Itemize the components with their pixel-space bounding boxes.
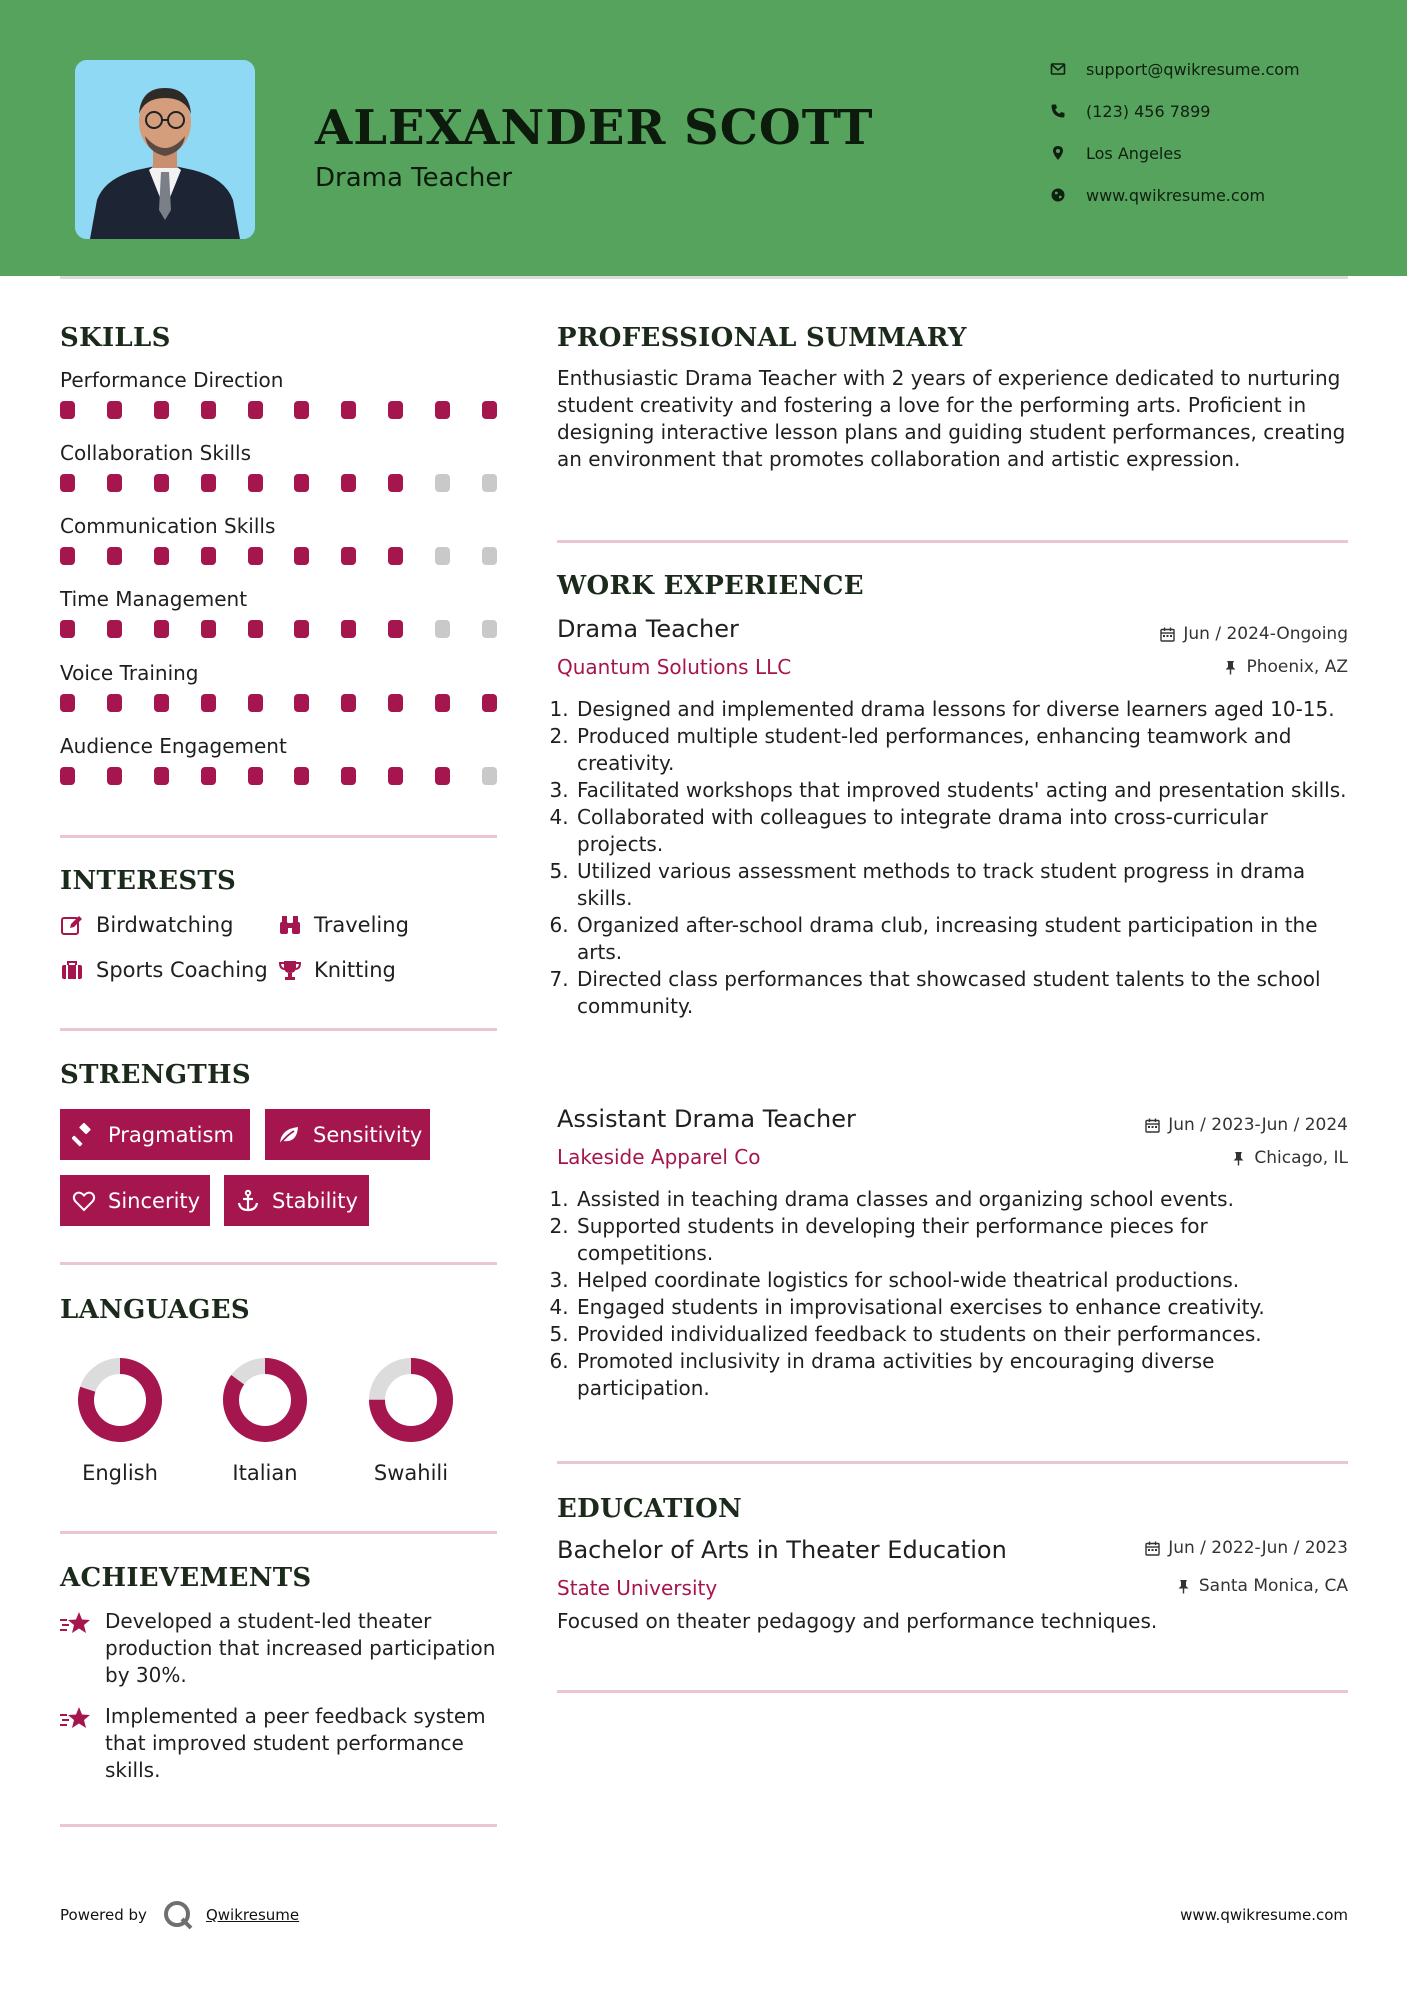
- summary-heading: PROFESSIONAL SUMMARY: [557, 323, 967, 353]
- skill-dot-filled: [341, 474, 356, 492]
- skill-dot-filled: [60, 694, 75, 712]
- pushpin-icon: [1231, 1151, 1246, 1166]
- skill-dot-filled: [154, 547, 169, 565]
- skill-dot-filled: [248, 474, 263, 492]
- skill-dot-filled: [60, 474, 75, 492]
- skill-dot-filled: [435, 694, 450, 712]
- skill-dot-filled: [341, 401, 356, 419]
- language-donut: [220, 1355, 310, 1445]
- responsibility-item: 6. Organized after-school drama club, increasing student participation in the arts.: [575, 912, 1348, 966]
- skill-rating: [60, 694, 497, 714]
- skill-dot-filled: [341, 620, 356, 638]
- responsibility-item: 2. Produced multiple student-led performances, enhancing teamwork and creativity.: [575, 723, 1348, 777]
- achievement-item: [60, 1608, 497, 1689]
- skill-item: [60, 734, 497, 758]
- job-date: [1048, 1115, 1348, 1135]
- job-location: [1048, 657, 1348, 677]
- anchor-icon: [236, 1189, 272, 1213]
- candidate-name: ALEXANDER SCOTT: [315, 100, 874, 156]
- responsibility-item: 7. Directed class performances that showcased student talents to the school community.: [575, 966, 1348, 1020]
- skill-item: [60, 368, 497, 392]
- skill-dot-filled: [154, 474, 169, 492]
- section-divider: [60, 835, 497, 838]
- skill-dot-filled: [294, 401, 309, 419]
- skill-rating: [60, 547, 497, 567]
- footer-branding: [60, 1897, 299, 1933]
- skill-rating: [60, 401, 497, 421]
- skill-name: Performance Direction: [60, 368, 284, 392]
- job-date-text: Jun / 2024-Ongoing: [1183, 624, 1348, 644]
- strength-label: Sensitivity: [313, 1122, 423, 1147]
- skill-dot-filled: [60, 547, 75, 565]
- achievement-text: Developed a student-led theater production that increased participation by 30%.: [105, 1609, 496, 1687]
- skill-dot-filled: [482, 401, 497, 419]
- profile-photo: [75, 60, 255, 239]
- interest-label: Sports Coaching: [96, 958, 268, 982]
- calendar-icon: [1160, 627, 1175, 642]
- language-donut: [75, 1355, 165, 1445]
- responsibility-item: 1. Designed and implemented drama lessons for diverse learners aged 10-15.: [575, 696, 1348, 723]
- binoculars-icon: [278, 913, 314, 937]
- skill-dot-filled: [154, 694, 169, 712]
- skill-dot-filled: [107, 474, 122, 492]
- skill-dot-filled: [154, 767, 169, 785]
- skill-dot-filled: [248, 547, 263, 565]
- candidate-title: Drama Teacher: [315, 163, 513, 193]
- suitcase-icon: [60, 958, 96, 982]
- edit-icon: [60, 913, 96, 937]
- qwikresume-logo-icon: [162, 1899, 194, 1931]
- skill-dot-filled: [388, 401, 403, 419]
- phone-icon: [1050, 103, 1086, 119]
- skill-dot-filled: [482, 694, 497, 712]
- education-date-text: Jun / 2022-Jun / 2023: [1168, 1538, 1348, 1558]
- interest-label: Birdwatching: [96, 913, 234, 937]
- section-divider: [557, 1461, 1348, 1464]
- skill-item: [60, 661, 497, 685]
- responsibility-item: 3. Helped coordinate logistics for school-wide theatrical productions.: [575, 1267, 1348, 1294]
- shooting-star-icon: [60, 1608, 105, 1689]
- education-heading: EDUCATION: [557, 1494, 743, 1524]
- interest-label: Knitting: [314, 958, 396, 982]
- skill-rating: [60, 474, 497, 494]
- strength-tag: [60, 1175, 210, 1226]
- skill-dot-filled: [248, 767, 263, 785]
- skill-dot-filled: [60, 620, 75, 638]
- header-divider: [60, 276, 1348, 279]
- skill-dot-filled: [201, 620, 216, 638]
- shooting-star-icon: [60, 1703, 105, 1784]
- skill-dot-filled: [341, 694, 356, 712]
- skill-item: [60, 514, 497, 538]
- section-divider: [557, 540, 1348, 543]
- education-location-text: Santa Monica, CA: [1198, 1576, 1348, 1596]
- skill-dot-filled: [60, 767, 75, 785]
- skill-dot-empty: [482, 767, 497, 785]
- skill-dot-filled: [435, 767, 450, 785]
- skill-dot-filled: [388, 620, 403, 638]
- skill-rating: [60, 767, 497, 787]
- languages-heading: LANGUAGES: [60, 1295, 250, 1325]
- skill-dot-filled: [201, 474, 216, 492]
- skill-name: Voice Training: [60, 661, 199, 685]
- section-divider: [60, 1824, 497, 1827]
- job-responsibilities: [557, 1186, 1348, 1402]
- skill-dot-empty: [435, 547, 450, 565]
- skill-dot-filled: [201, 694, 216, 712]
- job-location: [1048, 1148, 1348, 1168]
- contact-location-text: Los Angeles: [1086, 143, 1182, 163]
- job-title: Drama Teacher: [557, 615, 739, 643]
- language-name: English: [82, 1461, 158, 1485]
- achievement-item: [60, 1703, 497, 1784]
- skill-dot-filled: [154, 401, 169, 419]
- skill-dot-filled: [388, 767, 403, 785]
- contact-location: [1050, 140, 1370, 166]
- interest-label: Traveling: [314, 913, 409, 937]
- section-divider: [557, 1690, 1348, 1693]
- skill-dot-filled: [294, 620, 309, 638]
- skill-rating: [60, 620, 497, 640]
- skill-dot-filled: [107, 767, 122, 785]
- job-location-text: Chicago, IL: [1254, 1148, 1348, 1168]
- section-divider: [60, 1531, 497, 1534]
- skill-name: Collaboration Skills: [60, 441, 252, 465]
- skill-dot-filled: [154, 620, 169, 638]
- job-company: Quantum Solutions LLC: [557, 655, 792, 679]
- language-item: [60, 1355, 180, 1485]
- responsibility-item: 4. Collaborated with colleagues to integrate drama into cross-curricular projects.: [575, 804, 1348, 858]
- responsibility-item: 2. Supported students in developing their performance pieces for competitions.: [575, 1213, 1348, 1267]
- section-divider: [60, 1262, 497, 1265]
- responsibility-item: 5. Provided individualized feedback to students on their performances.: [575, 1321, 1348, 1348]
- footer-website-link[interactable]: www.qwikresume.com: [1180, 1906, 1348, 1924]
- strengths-heading: STRENGTHS: [60, 1060, 251, 1090]
- skill-dot-filled: [294, 767, 309, 785]
- skill-dot-empty: [482, 474, 497, 492]
- responsibility-item: 6. Promoted inclusivity in drama activities by encouraging diverse participation.: [575, 1348, 1348, 1402]
- skill-dot-filled: [388, 547, 403, 565]
- job-responsibilities: [557, 696, 1348, 1020]
- contact-phone[interactable]: [1050, 98, 1370, 124]
- language-name: Swahili: [373, 1461, 449, 1485]
- heart-icon: [72, 1189, 108, 1213]
- responsibility-item: 4. Engaged students in improvisational exercises to enhance creativity.: [575, 1294, 1348, 1321]
- job-date-text: Jun / 2023-Jun / 2024: [1168, 1115, 1348, 1135]
- contact-website-text: www.qwikresume.com: [1086, 185, 1266, 205]
- skill-item: [60, 441, 497, 465]
- skill-dot-empty: [435, 474, 450, 492]
- education-school: State University: [557, 1576, 718, 1600]
- job-date: [1048, 624, 1348, 644]
- skill-dot-filled: [248, 694, 263, 712]
- skill-dot-filled: [201, 767, 216, 785]
- strength-label: Pragmatism: [108, 1122, 234, 1147]
- skill-item: [60, 587, 497, 611]
- skill-dot-empty: [482, 547, 497, 565]
- job-location-text: Phoenix, AZ: [1246, 657, 1348, 677]
- contact-email[interactable]: [1050, 56, 1370, 82]
- powered-by-label: Powered by: [60, 1906, 147, 1924]
- skill-dot-filled: [294, 694, 309, 712]
- contact-website[interactable]: [1050, 182, 1370, 208]
- globe-icon: [1050, 187, 1086, 203]
- summary-text: Enthusiastic Drama Teacher with 2 years of experience dedicated to nurturing student creativity and fostering a love for the performing arts. Proficient in designing interactive lesson plans and guiding student performances, creating an environment that promotes collaboration and artistic expression.: [557, 366, 1346, 471]
- gavel-icon: [72, 1123, 108, 1147]
- skill-dot-filled: [294, 474, 309, 492]
- strength-tag: [60, 1109, 250, 1160]
- interests-heading: INTERESTS: [60, 866, 237, 896]
- pushpin-icon: [1223, 660, 1238, 675]
- responsibility-item: 5. Utilized various assessment methods to track student progress in drama skills.: [575, 858, 1348, 912]
- strength-label: Stability: [272, 1188, 358, 1213]
- education-description: Focused on theater pedagogy and performance techniques.: [557, 1609, 1158, 1633]
- calendar-icon: [1145, 1541, 1160, 1556]
- strength-tag: [224, 1175, 369, 1226]
- skills-heading: SKILLS: [60, 323, 171, 353]
- achievements-heading: ACHIEVEMENTS: [60, 1563, 312, 1593]
- skill-dot-filled: [107, 401, 122, 419]
- contact-phone-text: (123) 456 7899: [1086, 101, 1211, 121]
- interest-item: [278, 955, 396, 985]
- skill-name: Communication Skills: [60, 514, 276, 538]
- skill-dot-filled: [107, 694, 122, 712]
- interest-item: [278, 910, 409, 940]
- skill-dot-filled: [248, 401, 263, 419]
- skill-dot-filled: [107, 547, 122, 565]
- qwikresume-link[interactable]: Qwikresume: [205, 1906, 300, 1924]
- skill-dot-filled: [435, 401, 450, 419]
- skill-dot-filled: [201, 401, 216, 419]
- responsibility-item: 3. Facilitated workshops that improved students' acting and presentation skills.: [575, 777, 1348, 804]
- job-company: Lakeside Apparel Co: [557, 1145, 761, 1169]
- education-date: [1048, 1538, 1348, 1558]
- skill-dot-filled: [388, 694, 403, 712]
- language-item: [205, 1355, 325, 1485]
- language-donut: [366, 1355, 456, 1445]
- education-degree: Bachelor of Arts in Theater Education: [557, 1536, 1007, 1564]
- skill-name: Time Management: [60, 587, 248, 611]
- education-location: [1048, 1576, 1348, 1596]
- skill-dot-filled: [107, 620, 122, 638]
- strength-label: Sincerity: [108, 1188, 201, 1213]
- envelope-icon: [1050, 61, 1086, 77]
- skill-name: Audience Engagement: [60, 734, 287, 758]
- skill-dot-filled: [294, 547, 309, 565]
- responsibility-item: 1. Assisted in teaching drama classes and organizing school events.: [575, 1186, 1348, 1213]
- skill-dot-filled: [388, 474, 403, 492]
- map-marker-icon: [1050, 145, 1086, 161]
- strength-tag: [265, 1109, 430, 1160]
- job-title: Assistant Drama Teacher: [557, 1105, 856, 1133]
- language-name: Italian: [232, 1461, 298, 1485]
- interest-item: [60, 910, 233, 940]
- trophy-icon: [278, 958, 314, 982]
- experience-heading: WORK EXPERIENCE: [557, 571, 864, 601]
- section-divider: [60, 1028, 497, 1031]
- skill-dot-filled: [201, 547, 216, 565]
- contact-email-text: support@qwikresume.com: [1086, 59, 1300, 79]
- language-item: [351, 1355, 471, 1485]
- pushpin-icon: [1176, 1579, 1191, 1594]
- achievement-text: Implemented a peer feedback system that improved student performance skills.: [105, 1704, 486, 1782]
- skill-dot-filled: [248, 620, 263, 638]
- skill-dot-filled: [341, 547, 356, 565]
- skill-dot-empty: [435, 620, 450, 638]
- interest-item: [60, 955, 268, 985]
- skill-dot-filled: [60, 401, 75, 419]
- calendar-icon: [1145, 1118, 1160, 1133]
- skill-dot-empty: [482, 620, 497, 638]
- skill-dot-filled: [341, 767, 356, 785]
- leaf-icon: [277, 1123, 313, 1147]
